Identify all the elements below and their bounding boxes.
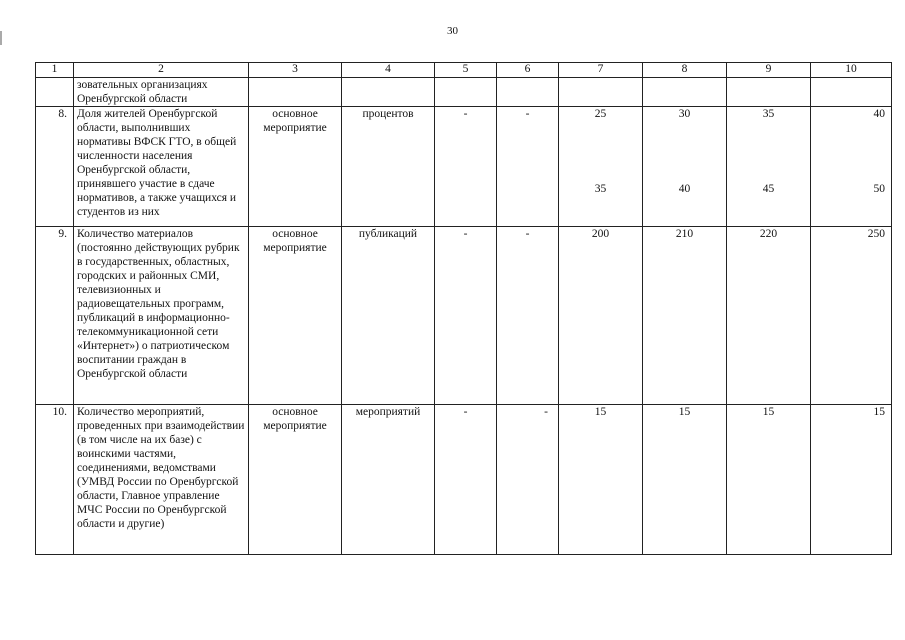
cell-num bbox=[36, 78, 74, 107]
indicator-name: Количество мероприятий, проведенных при взаимодействии (в том числе на их базе) с воинскими частями, соединениями, ведомствами (УМВД России по Оренбургской области, Главное управление МЧС России по Оренбургской области и другие) bbox=[74, 405, 249, 555]
event-type: основное мероприятие bbox=[249, 405, 342, 555]
value-col10-line2: 50 bbox=[873, 183, 885, 195]
page-number: 30 bbox=[447, 25, 458, 37]
indicator-name: Количество материалов (постоянно действующих рубрик в государственных, областных, городских и районных СМИ, телевизионных и радиовещательных программ, публикаций в информационно-телекоммуникационной сети «Интернет») о патриотическом воспитании граждан в Оренбургской области bbox=[74, 227, 249, 405]
table-row bbox=[36, 227, 892, 405]
value-col10: 15 bbox=[811, 405, 892, 555]
cell-empty bbox=[435, 78, 497, 107]
value-col6: - bbox=[497, 107, 559, 227]
row-number: 9. bbox=[36, 227, 74, 405]
indicator-name: Доля жителей Оренбургской области, выполнивших нормативы ВФСК ГТО, в общей численности населения Оренбургской области, принявшего участие в сдаче нормативов, а также учащихся и студентов из них bbox=[74, 107, 249, 227]
value-col10 bbox=[811, 107, 892, 227]
value-col9-line2: 45 bbox=[762, 183, 775, 195]
col-header-5: 5 bbox=[435, 63, 497, 78]
cell-empty bbox=[497, 78, 559, 107]
row-number: 10. bbox=[36, 405, 74, 555]
value-col8: 15 bbox=[643, 405, 727, 555]
event-type: основное мероприятие bbox=[249, 227, 342, 405]
row-number: 8. bbox=[36, 107, 74, 227]
value-col8-line2: 40 bbox=[678, 183, 691, 195]
unit: мероприятий bbox=[342, 405, 435, 555]
table-row bbox=[36, 107, 892, 227]
cell-empty bbox=[559, 78, 643, 107]
value-col8-line1: 30 bbox=[678, 108, 691, 120]
continuation-row bbox=[36, 78, 892, 107]
col-header-4: 4 bbox=[342, 63, 435, 78]
col-header-7: 7 bbox=[559, 63, 643, 78]
value-col7 bbox=[559, 107, 643, 227]
value-col5: - bbox=[435, 227, 497, 405]
unit: публикаций bbox=[342, 227, 435, 405]
value-col7: 15 bbox=[559, 405, 643, 555]
cell-empty bbox=[811, 78, 892, 107]
value-col7-line2: 35 bbox=[594, 183, 607, 195]
cell-empty bbox=[249, 78, 342, 107]
col-header-8: 8 bbox=[643, 63, 727, 78]
value-col6: - bbox=[497, 227, 559, 405]
value-col9: 15 bbox=[727, 405, 811, 555]
header-row bbox=[36, 63, 892, 78]
table-row bbox=[36, 405, 892, 555]
value-col6: - bbox=[497, 405, 559, 555]
value-col10: 250 bbox=[811, 227, 892, 405]
value-col9 bbox=[727, 107, 811, 227]
value-col5: - bbox=[435, 405, 497, 555]
col-header-2: 2 bbox=[74, 63, 249, 78]
value-col8 bbox=[643, 107, 727, 227]
event-type: основное мероприятие bbox=[249, 107, 342, 227]
col-header-10: 10 bbox=[811, 63, 892, 78]
cell-empty bbox=[727, 78, 811, 107]
cell-empty bbox=[342, 78, 435, 107]
value-col7: 200 bbox=[559, 227, 643, 405]
cell-empty bbox=[643, 78, 727, 107]
col-header-3: 3 bbox=[249, 63, 342, 78]
col-header-9: 9 bbox=[727, 63, 811, 78]
col-header-6: 6 bbox=[497, 63, 559, 78]
value-col10-line1: 40 bbox=[873, 108, 885, 120]
value-col9-line1: 35 bbox=[762, 108, 775, 120]
value-col9: 220 bbox=[727, 227, 811, 405]
value-col5: - bbox=[435, 107, 497, 227]
value-col8: 210 bbox=[643, 227, 727, 405]
value-col7-line1: 25 bbox=[594, 108, 607, 120]
col-header-1: 1 bbox=[36, 63, 74, 78]
indicators-table bbox=[35, 62, 892, 555]
cell-name: зовательных организациях Оренбургской области bbox=[74, 78, 249, 107]
unit: процентов bbox=[342, 107, 435, 227]
